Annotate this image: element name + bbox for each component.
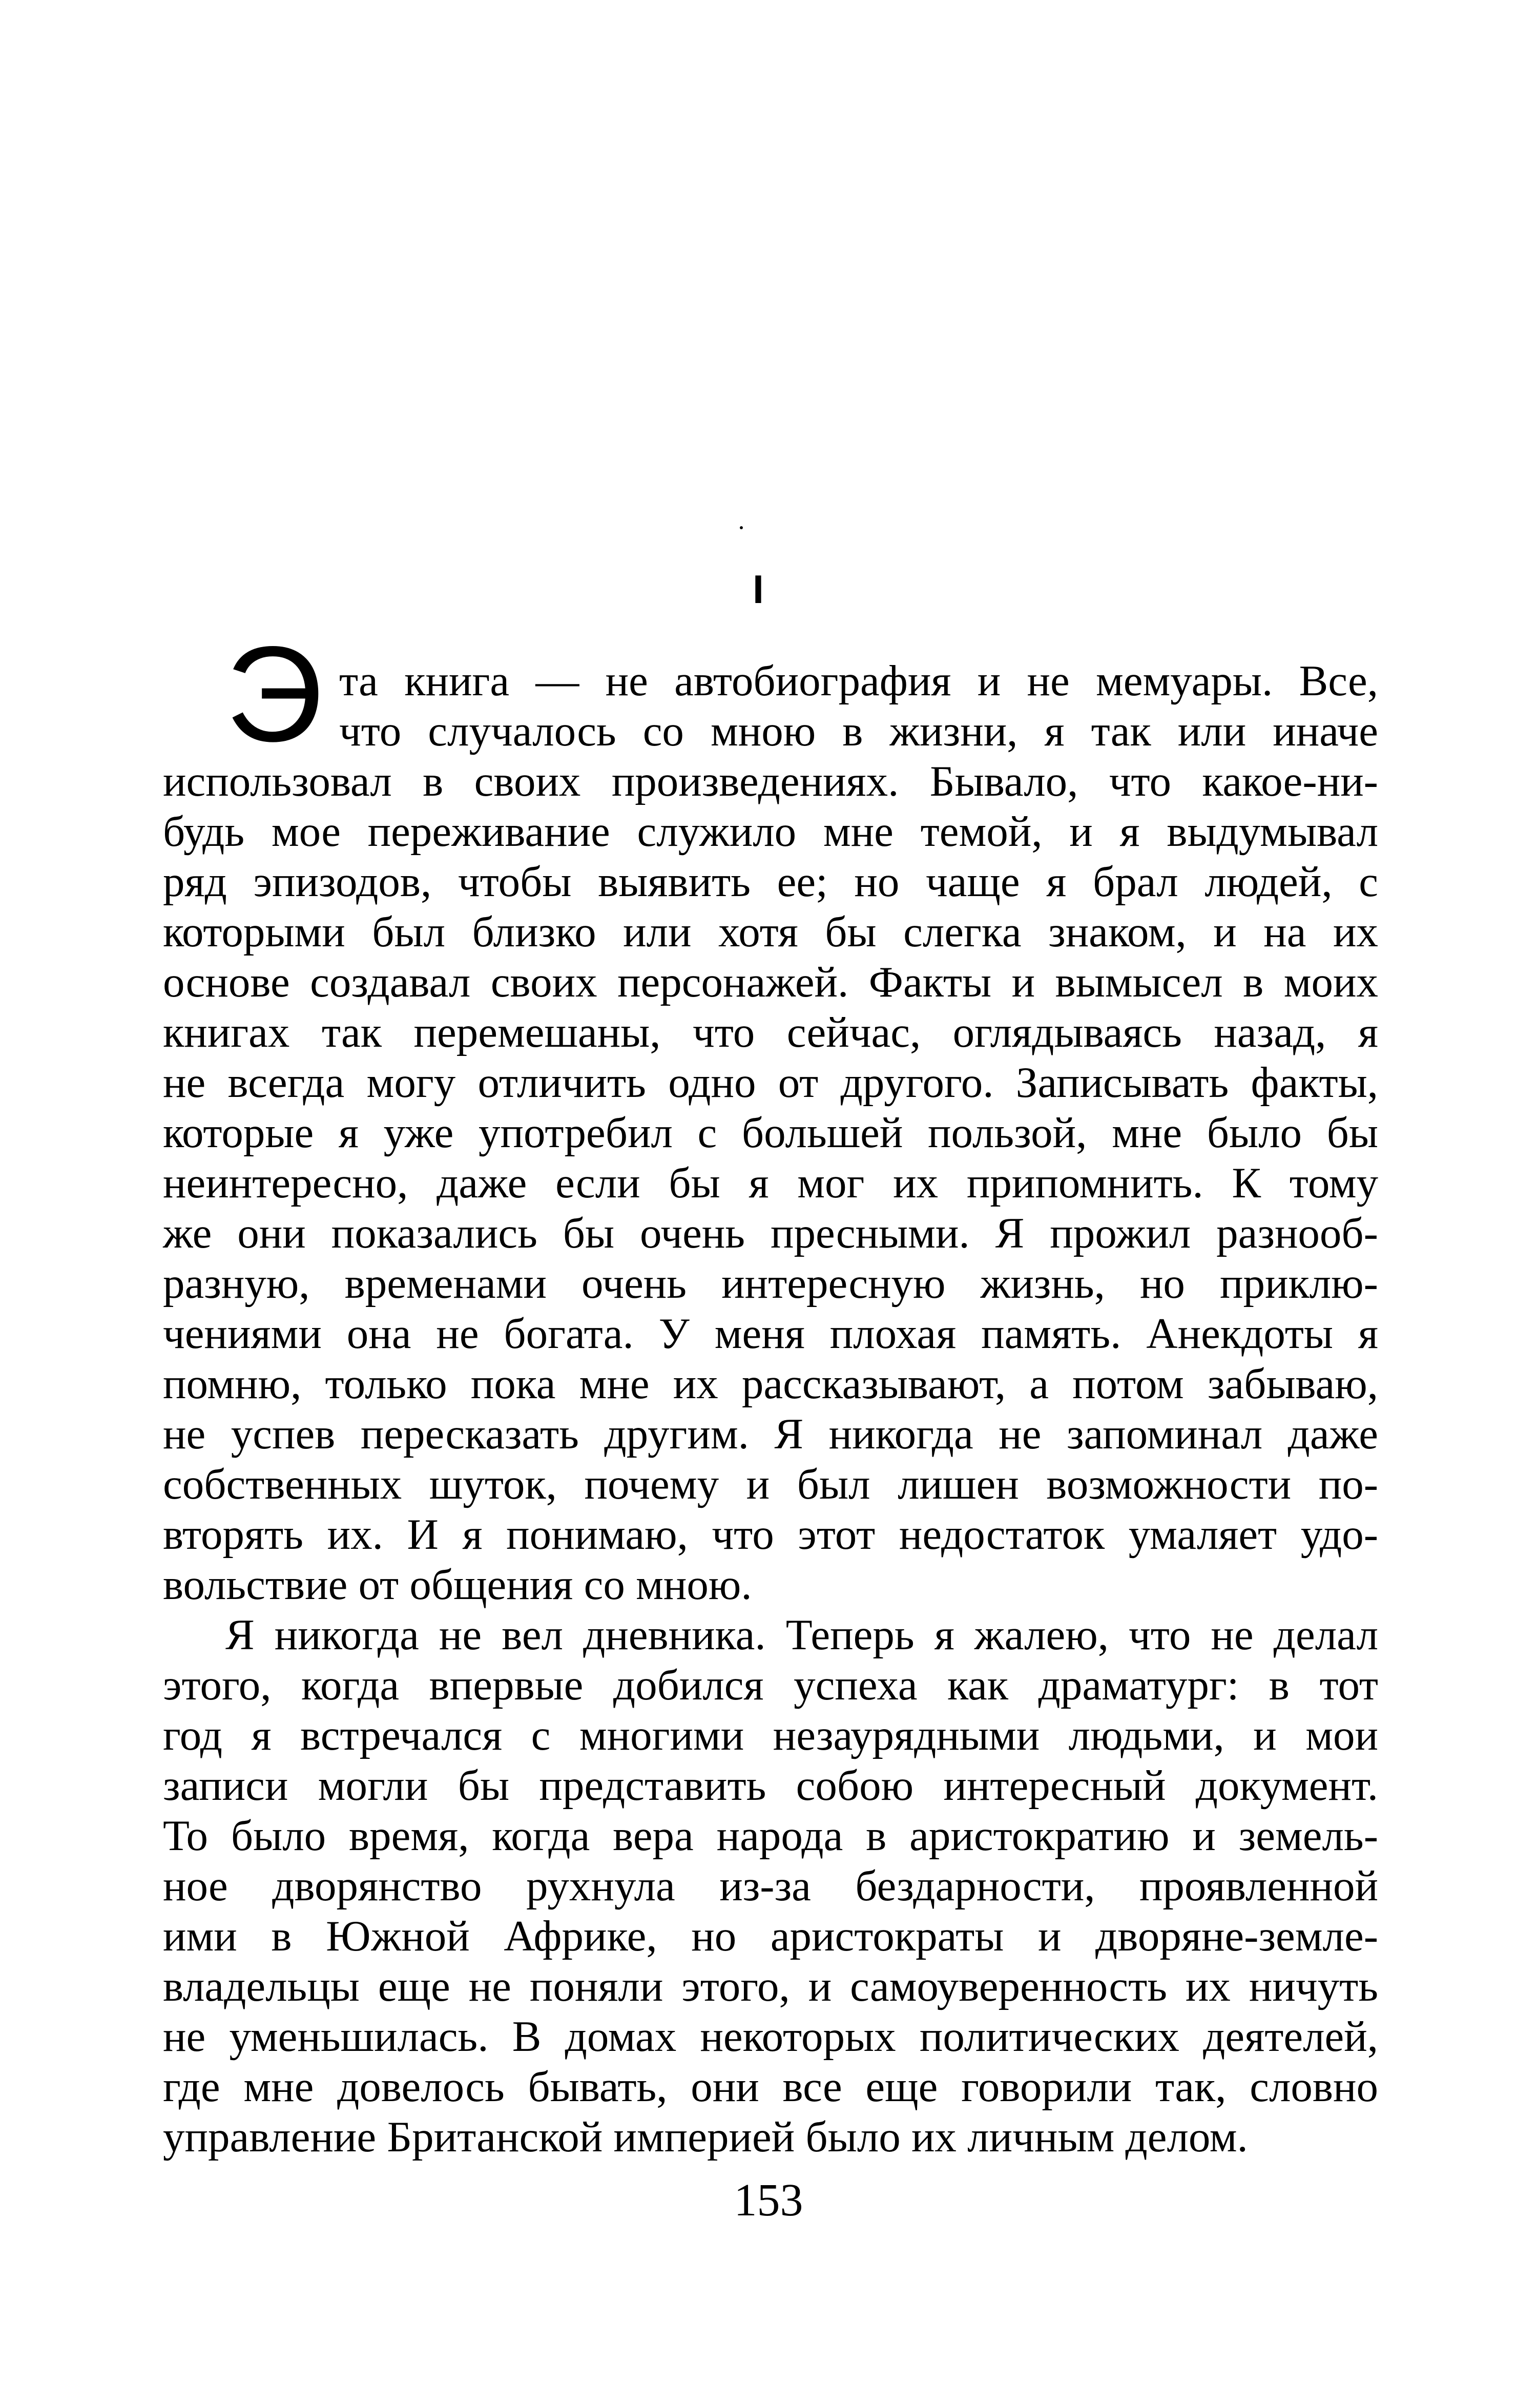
text-line: где мне довелось бывать, они все еще говорили так, словно [163, 2063, 1378, 2111]
text-line: владельцы еще не поняли этого, и самоуверенность их ничуть [163, 1962, 1378, 2010]
text-line: не уменьшилась. В домах некоторых политических деятелей, [163, 2012, 1378, 2061]
text-line: Я никогда не вел дневника. Теперь я жалею, что не делал [225, 1611, 1378, 1659]
text-line: что случалось со мною в жизни, я так или иначе [339, 707, 1378, 755]
text-line: записи могли бы представить собою интересный документ. [163, 1761, 1378, 1810]
text-line: вторять их. И я понимаю, что этот недостаток умаляет удо- [163, 1510, 1378, 1559]
text-line: ими в Южной Африке, но аристократы и дворяне-земле- [163, 1912, 1378, 1960]
text-line: книгах так перемешаны, что сейчас, оглядываясь назад, я [163, 1008, 1378, 1056]
text-line: собственных шуток, почему и был лишен возможности по- [163, 1460, 1378, 1508]
text-line: использовал в своих произведениях. Бывало, что какое-ни- [163, 757, 1378, 805]
text-line: год я встречался с многими незаурядными людьми, и мои [163, 1711, 1378, 1759]
text-line: которыми был близко или хотя бы слегка знаком, и на их [163, 908, 1378, 956]
print-speck [740, 526, 743, 529]
text-line: основе создавал своих персонажей. Факты и вымысел в моих [163, 958, 1378, 1006]
text-line: вольствие от общения со мною. [163, 1561, 752, 1609]
text-line: будь мое переживание служило мне темой, и я выдумывал [163, 807, 1378, 856]
text-line: управление Британской империей было их личным делом. [163, 2113, 1248, 2161]
chapter-number: I [753, 567, 764, 612]
text-line: разную, временами очень интересную жизнь, но приклю- [163, 1259, 1378, 1307]
text-line: помню, только пока мне их рассказывают, а потом забываю, [163, 1360, 1378, 1408]
text-line: та книга — не автобиография и не мемуары. Все, [339, 657, 1378, 705]
text-line: неинтересно, даже если бы я мог их припомнить. К тому [163, 1159, 1378, 1207]
page-number: 153 [734, 2175, 803, 2226]
text-line: которые я уже употребил с большей пользой, мне было бы [163, 1109, 1378, 1157]
text-line: То было время, когда вера народа в аристократию и земель- [163, 1812, 1378, 1860]
text-line: же они показались бы очень пресными. Я прожил разнооб- [163, 1209, 1378, 1257]
text-line: чениями она не богата. У меня плохая память. Анекдоты я [163, 1310, 1378, 1358]
text-line: ряд эпизодов, чтобы выявить ее; но чаще я брал людей, с [163, 858, 1378, 906]
drop-cap: Э [225, 618, 323, 770]
text-line: этого, когда впервые добился успеха как драматург: в тот [163, 1661, 1378, 1709]
text-line: не всегда могу отличить одно от другого. Записывать факты, [163, 1058, 1378, 1107]
text-line: ное дворянство рухнула из-за бездарности, проявленной [163, 1862, 1378, 1910]
text-line: не успев пересказать другим. Я никогда не запоминал даже [163, 1410, 1378, 1458]
